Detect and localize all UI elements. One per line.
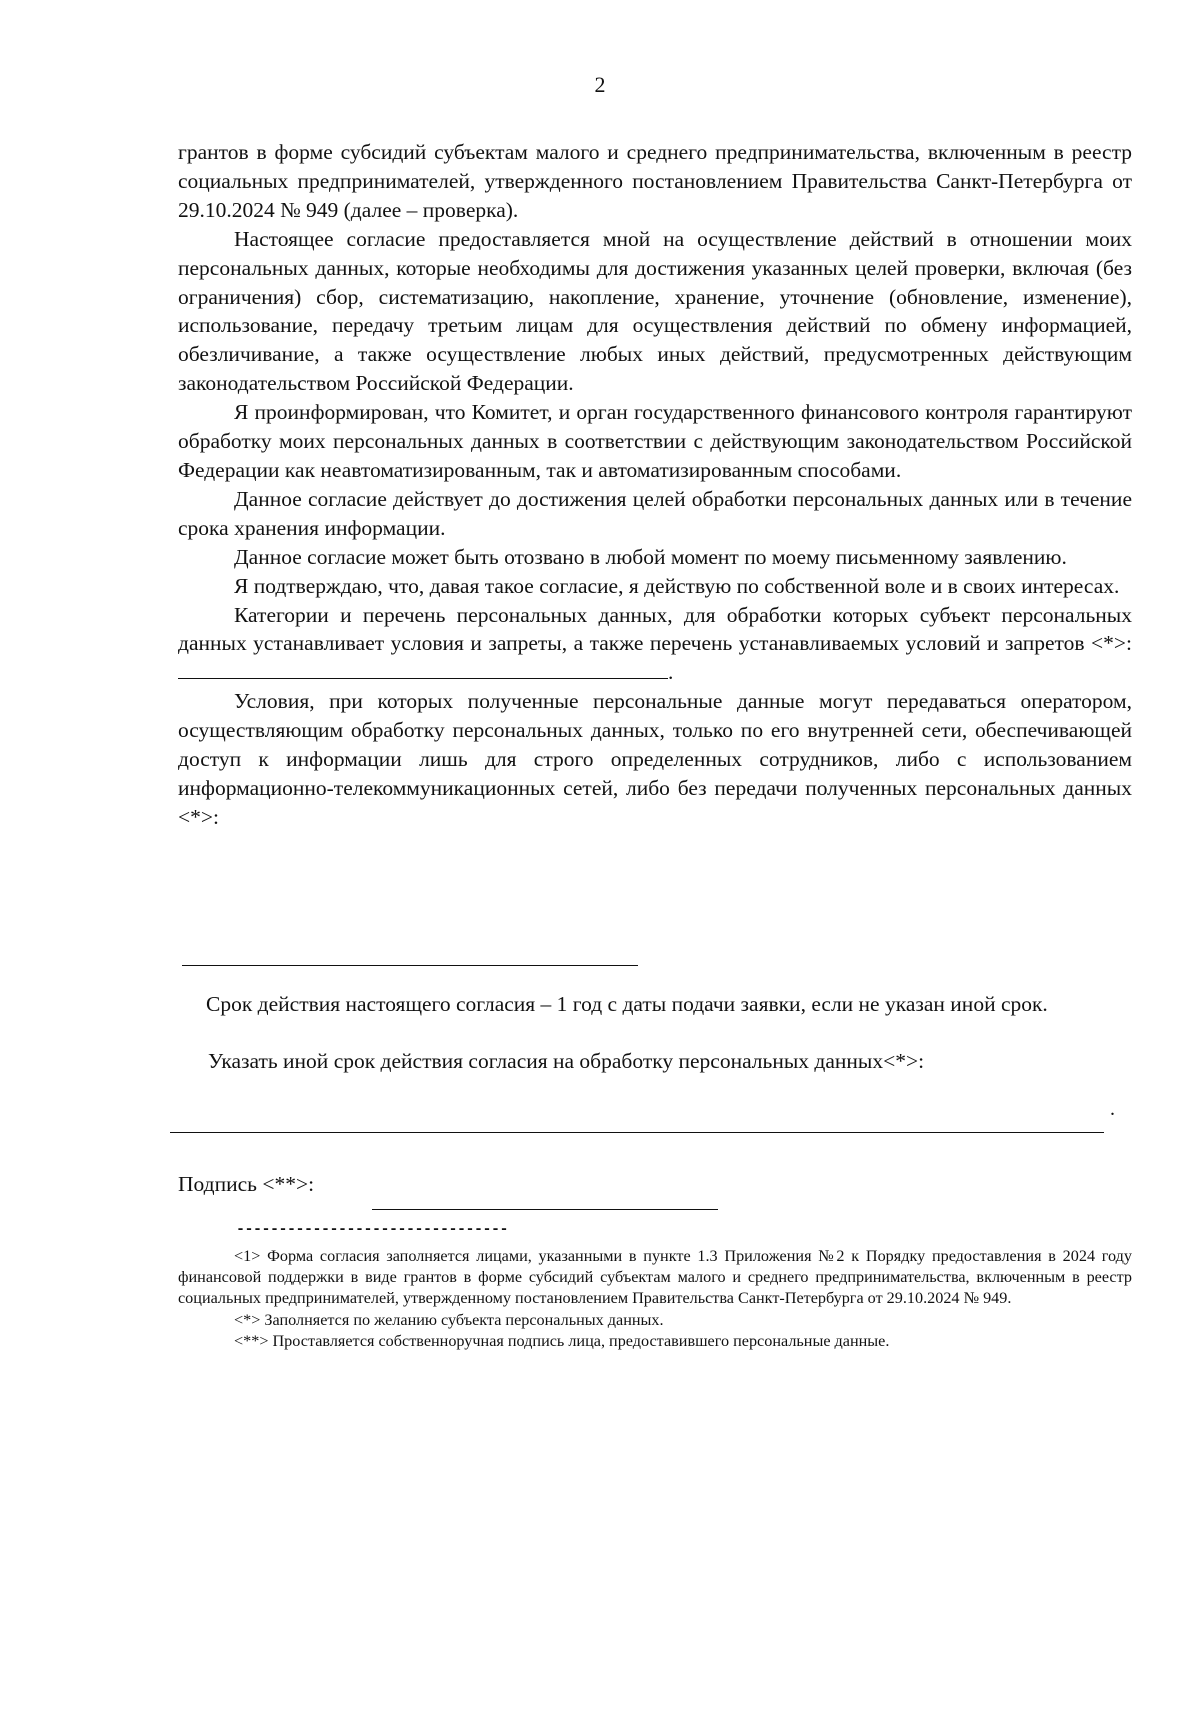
paragraph-term: Срок действия настоящего согласия – 1 год с даты подачи заявки, если не указан иной срок. — [206, 992, 1048, 1016]
categories-text: Категории и перечень персональных данных, для обработки которых субъект персональных данных устанавливает условия и запреты, а также перечень устанавливаемых условий и запретов <*>: — [178, 602, 1132, 656]
other-term-fill-line[interactable] — [170, 1132, 1104, 1133]
conditions-fill-line[interactable] — [182, 965, 638, 966]
paragraph-revocation: Данное согласие может быть отозвано в любой момент по моему письменному заявлению. — [234, 544, 1067, 569]
paragraph-validity: Данное согласие действует до достижения целей обработки персональных данных или в течение срока хранения информации. — [178, 486, 1132, 540]
footnote-double-asterisk: <**> Проставляется собственноручная подпись лица, предоставившего персональные данные. — [234, 1331, 890, 1350]
categories-fill-line[interactable] — [178, 660, 668, 679]
signature-fill-line[interactable] — [372, 1209, 718, 1210]
paragraph-categories: Категории и перечень персональных данных, для обработки которых субъект персональных данных устанавливает условия и запреты, а также перечень устанавливаемых условий и запретов <*>: . — [178, 602, 1132, 685]
paragraph-continuation: грантов в форме субсидий субъектам малого и среднего предпринимательства, включенным в реестр социальных предпринимателей, утвержденного постановлением Правительства Санкт-Петербурга от 29.10.2024 № 949 (далее – проверка). — [178, 140, 1132, 222]
paragraph-informed: Я проинформирован, что Комитет, и орган государственного финансового контроля гарантируют обработку моих персональных данных в соответствии с действующим законодательством Российской Федерации как неавтоматизированным, так и автоматизированным способами. — [178, 400, 1132, 482]
footnote-asterisk: <*> Заполняется по желанию субъекта персональных данных. — [234, 1310, 664, 1329]
footnote-1: <1> Форма согласия заполняется лицами, указанными в пункте 1.3 Приложения №2 к Порядку предоставления в 2024 году финансовой поддержки в виде грантов в форме субсидий субъектам малого и среднего предпринимательства, включенным в реестр социальных предпринимателей, утвержденному постановлением Правительства Санкт-Петербурга от 29.10.2024 № 949. — [178, 1247, 1132, 1308]
signature-label: Подпись <**>: — [178, 1172, 315, 1196]
paragraph-other-term: Указать иной срок действия согласия на обработку персональных данных<*>: — [208, 1049, 925, 1073]
paragraph-conditions: Условия, при которых полученные персональные данные могут передаваться оператором, осуществляющим обработку персональных данных, только по его внутренней сети, обеспечивающей доступ к информации лишь для строго определенных сотрудников, либо с использованием информационно-телекоммуникационных сетей, либо без передачи полученных персональных данных <*>: — [178, 689, 1132, 829]
footnote-separator: -------------------------------- — [236, 1221, 509, 1238]
page-number: 2 — [594, 72, 606, 97]
paragraph-consent-scope: Настоящее согласие предоставляется мной на осуществление действий в отношении моих персональных данных, которые необходимы для достижения указанных целей проверки, включая (без ограничения) сбор, систематизацию, накопление, хранение, уточнение (обновление, изменение), использование, передачу третьим лицам для осуществления действий по обмену информацией, обезличивание, а также осуществление любых иных действий, предусмотренных действующим законодательством Российской Федерации. — [178, 226, 1132, 396]
other-term-block — [178, 1047, 1132, 1076]
term-block — [178, 990, 1132, 1019]
line-end-dot: . — [1110, 1098, 1115, 1120]
consent-body — [178, 138, 1132, 832]
footnotes — [178, 1246, 1132, 1352]
paragraph-free-will: Я подтверждаю, что, давая такое согласие, я действую по собственной воле и в своих интересах. — [234, 573, 1120, 598]
